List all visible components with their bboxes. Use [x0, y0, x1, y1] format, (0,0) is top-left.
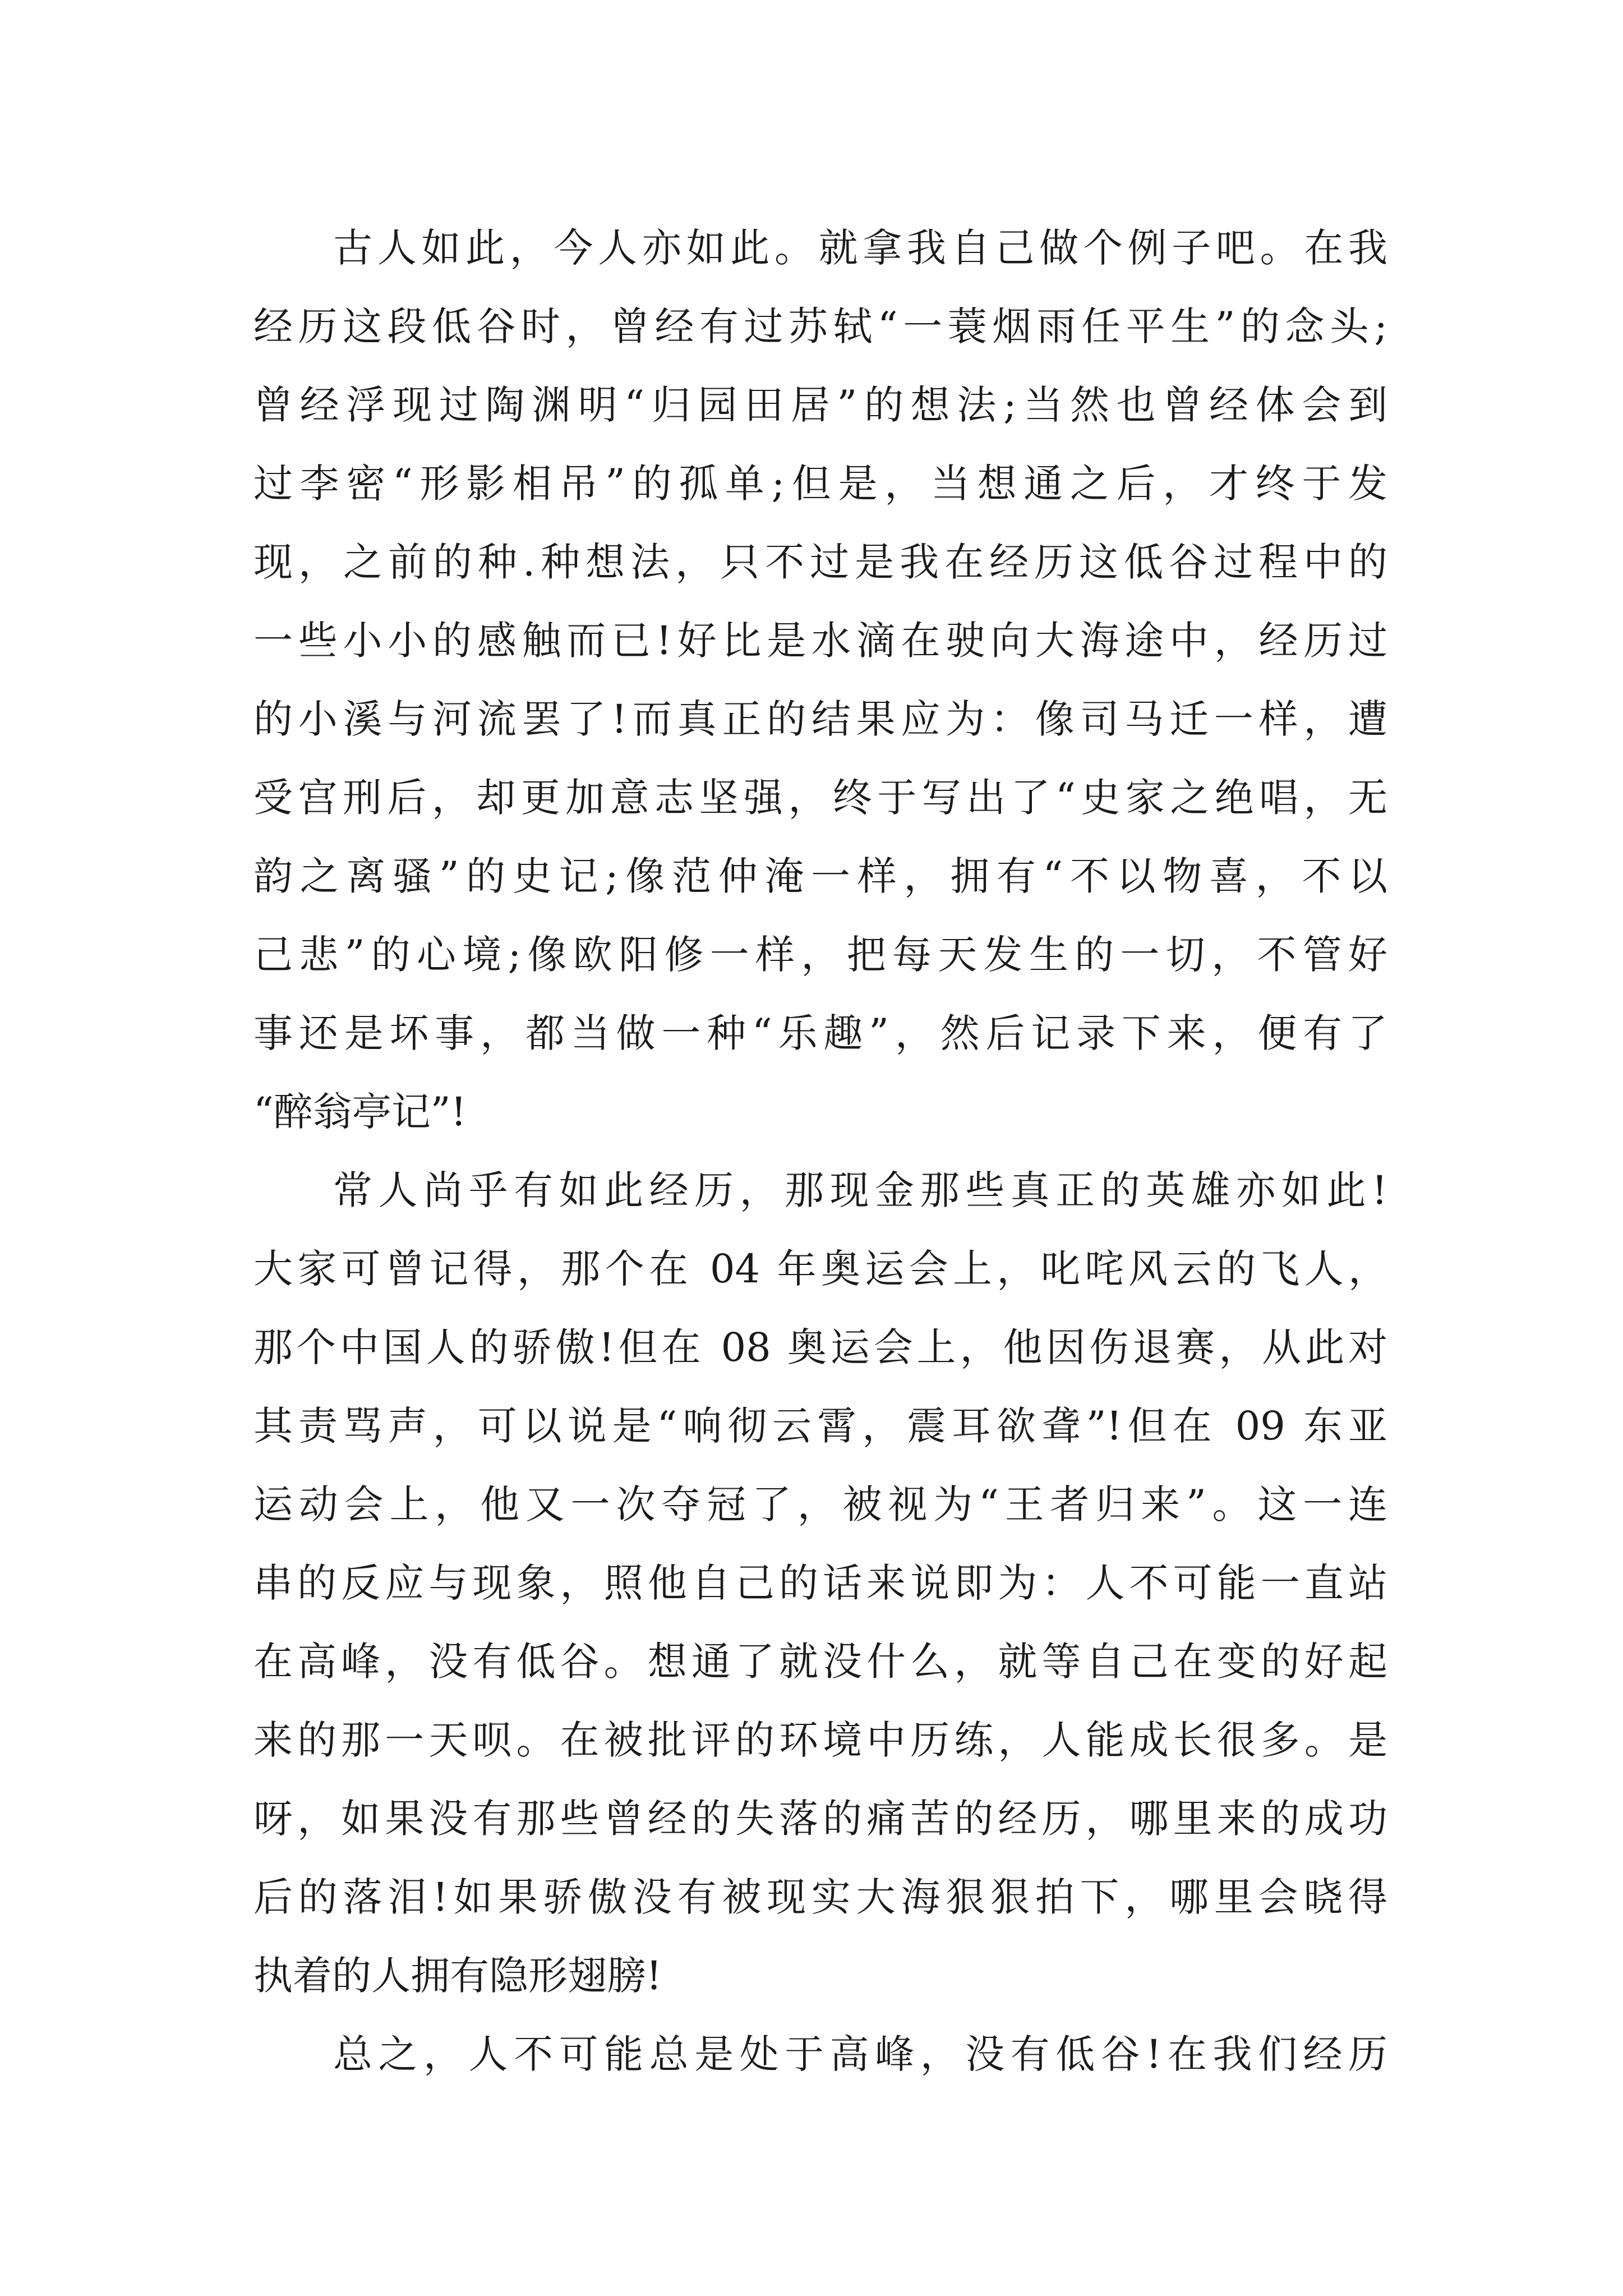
- text-line: 串的反应与现象，照他自己的话来说即为：人不可能一直站: [253, 1560, 1387, 1606]
- text-line: 来的那一天呗。在被批评的环境中历练，人能成长很多。是: [253, 1717, 1387, 1763]
- text-line: “醉翁亭记”!: [253, 1089, 467, 1135]
- text-line: 在高峰，没有低谷。想通了就没什么，就等自己在变的好起: [253, 1639, 1387, 1685]
- text-line: 运动会上，他又一次夺冠了，被视为“王者归来”。这一连: [253, 1481, 1387, 1527]
- text-line: 受宫刑后，却更加意志坚强，终于写出了“史家之绝唱，无: [253, 775, 1387, 821]
- text-line: 常人尚乎有如此经历，那现金那些真正的英雄亦如此!: [333, 1167, 1387, 1213]
- text-line: 现，之前的种.种想法，只不过是我在经历这低谷过程中的: [253, 539, 1387, 585]
- text-line: 其责骂声，可以说是“响彻云霄，震耳欲聋”!但在 09 东亚: [253, 1403, 1387, 1449]
- text-line: 总之，人不可能总是处于高峰，没有低谷!在我们经历: [333, 2031, 1387, 2077]
- text-line: 大家可曾记得，那个在 04 年奥运会上，叱咤风云的飞人，: [253, 1246, 1387, 1292]
- text-line: 呀，如果没有那些曾经的失落的痛苦的经历，哪里来的成功: [253, 1796, 1387, 1842]
- text-line: 古人如此，今人亦如此。就拿我自己做个例子吧。在我: [333, 225, 1387, 271]
- text-line: 后的落泪!如果骄傲没有被现实大海狠狠拍下，哪里会晓得: [253, 1874, 1387, 1920]
- text-line: 执着的人拥有隐形翅膀!: [253, 1953, 662, 1999]
- body-text: [253, 209, 1387, 2093]
- text-line: 一些小小的感触而已!好比是水滴在驶向大海途中，经历过: [253, 618, 1387, 664]
- text-line: 过李密“形影相吊”的孤单;但是，当想通之后，才终于发: [253, 461, 1387, 507]
- text-line: 曾经浮现过陶渊明“归园田居”的想法;当然也曾经体会到: [253, 382, 1387, 428]
- text-line: 己悲”的心境;像欧阳修一样，把每天发生的一切，不管好: [253, 932, 1387, 978]
- text-line: 韵之离骚”的史记;像范仲淹一样，拥有“不以物喜，不以: [253, 853, 1387, 899]
- text-line: 那个中国人的骄傲!但在 08 奥运会上，他因伤退赛，从此对: [253, 1324, 1387, 1370]
- text-line: 的小溪与河流罢了!而真正的结果应为：像司马迁一样，遭: [253, 696, 1387, 742]
- text-line: 事还是坏事，都当做一种“乐趣”，然后记录下来，便有了: [253, 1010, 1387, 1056]
- text-line: 经历这段低谷时，曾经有过苏轼“一蓑烟雨任平生”的念头;: [253, 303, 1387, 349]
